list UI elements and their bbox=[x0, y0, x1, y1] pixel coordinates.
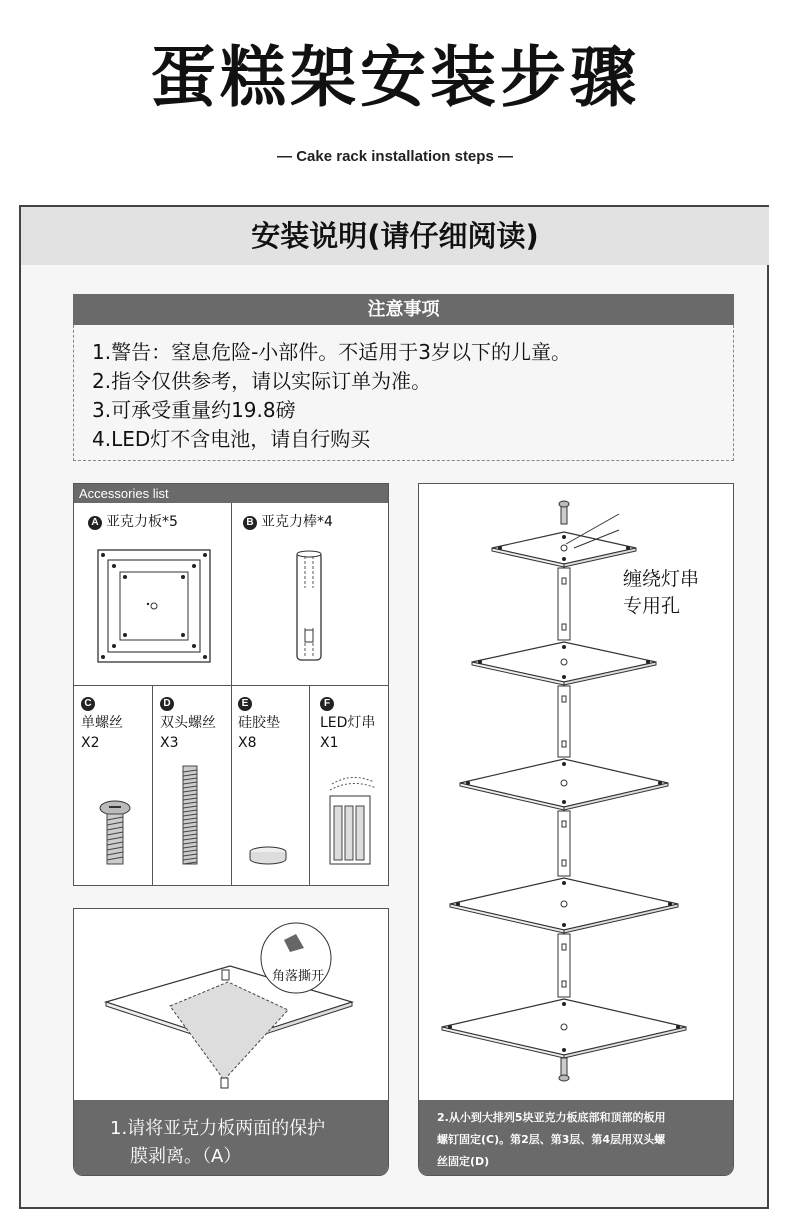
accessory-d-label bbox=[160, 693, 216, 753]
divider bbox=[152, 685, 153, 885]
notice-title: 注意事项 bbox=[73, 294, 734, 325]
step1-caption-line1: 1.请将亚克力板两面的保护 bbox=[110, 1118, 326, 1139]
divider bbox=[231, 685, 232, 885]
accessory-f-qty: X1 bbox=[320, 735, 339, 751]
single-screw-icon bbox=[98, 800, 132, 866]
divider bbox=[231, 503, 232, 685]
accessory-c-label bbox=[81, 693, 123, 753]
accessory-e-name: 硅胶垫 bbox=[238, 715, 280, 731]
accessory-a-label bbox=[88, 512, 178, 532]
step2-caption-line2: 螺钉固定(C)。第2层、第3层、第4层用双头螺 bbox=[437, 1133, 666, 1146]
accessory-d-name: 双头螺丝 bbox=[160, 715, 216, 731]
silicone-pad-icon bbox=[248, 846, 288, 866]
badge-c: C bbox=[81, 697, 95, 711]
step2-caption-line1: 2.从小到大排列5块亚克力板底部和顶部的板用 bbox=[437, 1111, 666, 1124]
double-screw-icon bbox=[180, 764, 200, 866]
accessory-f-name: LED灯串 bbox=[320, 715, 376, 731]
notice-line-3: 3.可承受重量约19.8磅 bbox=[92, 398, 296, 422]
badge-f: F bbox=[320, 697, 334, 711]
step1-caption-line2: 膜剥离。（A） bbox=[130, 1146, 242, 1167]
film-peel-illustration bbox=[100, 920, 370, 1095]
accessory-b-name: 亚克力棒*4 bbox=[261, 514, 333, 530]
badge-a: A bbox=[88, 516, 102, 530]
accessory-c-qty: X2 bbox=[81, 735, 100, 751]
led-hole-label-line2: 专用孔 bbox=[623, 595, 681, 617]
led-string-icon bbox=[324, 772, 380, 866]
accessory-d-qty: X3 bbox=[160, 735, 179, 751]
badge-d: D bbox=[160, 697, 174, 711]
notice-line-1: 1.警告：窒息危险-小部件。不适用于3岁以下的儿童。 bbox=[92, 340, 572, 364]
page-title: 蛋糕架安装步骤 bbox=[150, 39, 640, 116]
acrylic-rod-illustration bbox=[291, 548, 327, 664]
corner-peel-label: 角落撕开 bbox=[272, 969, 325, 984]
badge-e: E bbox=[238, 697, 252, 711]
divider bbox=[309, 685, 310, 885]
step2-caption bbox=[419, 1100, 733, 1175]
notice-line-4: 4.LED灯不含电池，请自行购买 bbox=[92, 427, 371, 451]
notice-line-2: 2.指令仅供参考，请以实际订单为准。 bbox=[92, 369, 432, 393]
accessory-e-qty: X8 bbox=[238, 735, 257, 751]
accessory-a-name: 亚克力板*5 bbox=[106, 514, 178, 530]
acrylic-plate-illustration bbox=[96, 548, 212, 664]
step1-caption bbox=[74, 1100, 388, 1175]
accessories-title: Accessories list bbox=[74, 484, 388, 503]
led-hole-label bbox=[623, 566, 699, 620]
accessory-b-label bbox=[243, 512, 333, 532]
badge-b: B bbox=[243, 516, 257, 530]
instructions-heading: 安装说明(请仔细阅读) bbox=[21, 207, 769, 265]
page-subtitle: — Cake rack installation steps — bbox=[277, 148, 513, 165]
step2-caption-line3: 丝固定(D) bbox=[437, 1155, 490, 1168]
accessory-c-name: 单螺丝 bbox=[81, 715, 123, 731]
accessory-e-label bbox=[238, 693, 280, 753]
led-hole-label-line1: 缠绕灯串 bbox=[623, 568, 700, 590]
accessory-f-label bbox=[320, 693, 375, 753]
